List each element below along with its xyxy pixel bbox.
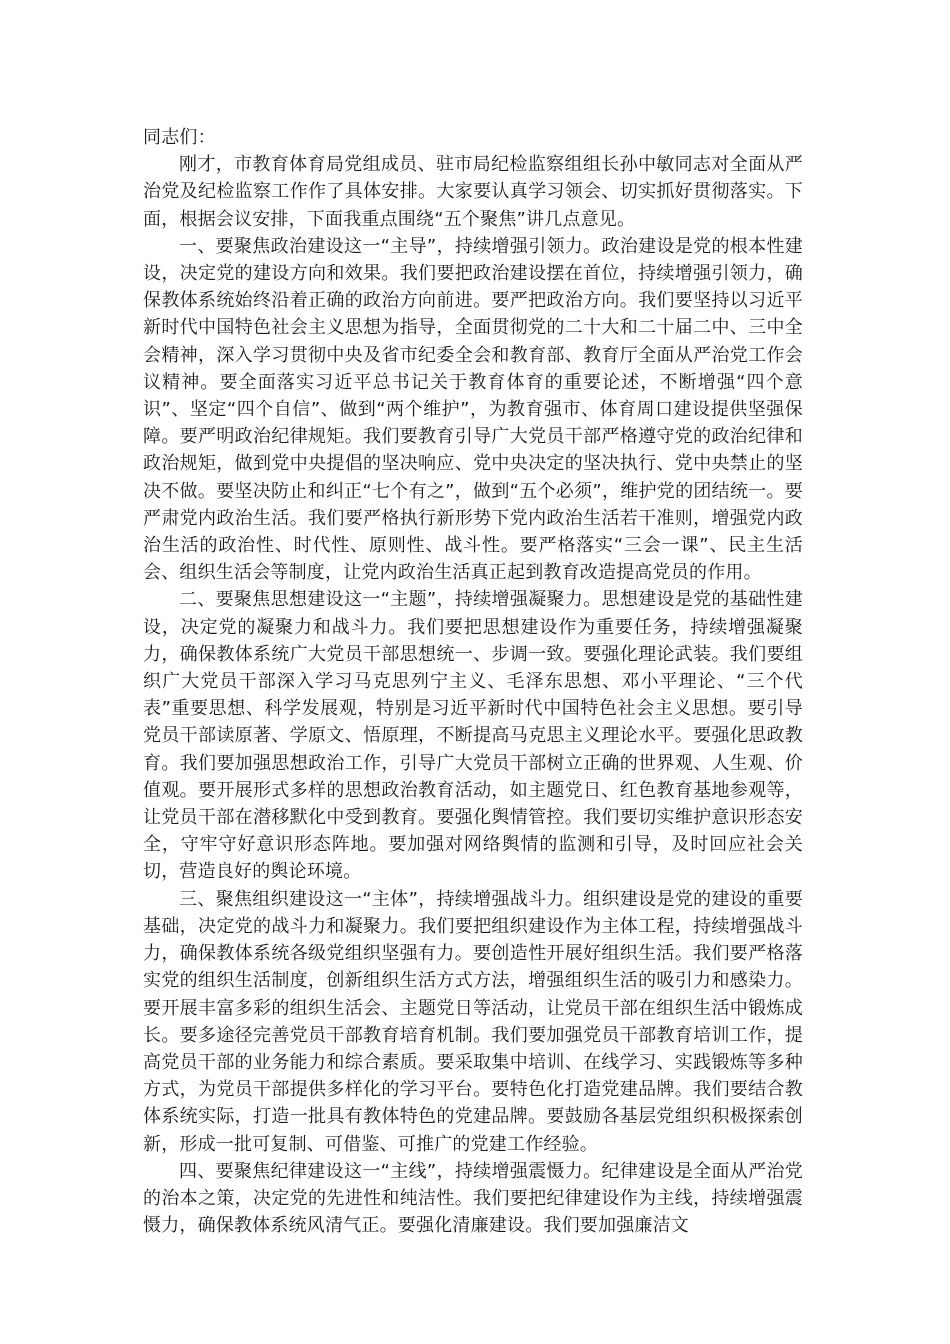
paragraph-ideological-building: 二、要聚焦思想建设这一“主题”，持续增强凝聚力。思想建设是党的基础性建设，决定党的凝聚力和战斗力。我们要把思想建设作为重要任务，持续增强凝聚力，确保教体系统广大党员干部思想统一、步调一致。要强化理论武装。我们要组织广大党员干部深入学习马克思列宁主义、毛泽东思想、邓小平理论、“三个代表”重要思想、科学发展观，特别是习近平新时代中国特色社会主义思想。要引导党员干部读原著、学原文、悟原理，不断提高马克思主义理论水平。要强化思政教育。我们要加强思想政治工作，引导广大党员干部树立正确的世界观、人生观、价值观。要开展形式多样的思想政治教育活动，如主题党日、红色教育基地参观等，让党员干部在潜移默化中受到教育。要强化舆情管控。我们要切实维护意识形态安全，守牢守好意识形态阵地。要加强对网络舆情的监测和引导，及时回应社会关切，营造良好的舆论环境。: [143, 589, 803, 883]
paragraph-intro: 刚才，市教育体育局党组成员、驻市局纪检监察组组长孙中敏同志对全面从严治党及纪检监察工作作了具体安排。大家要认真学习领会、切实抓好贯彻落实。下面，根据会议安排，下面我重点围绕“五个聚焦”讲几点意见。: [143, 154, 803, 230]
salutation: 同志们：: [143, 127, 216, 148]
document-body: [143, 124, 803, 1239]
paragraph-organizational-building: 三、聚焦组织建设这一“主体”，持续增强战斗力。组织建设是党的建设的重要基础，决定党的战斗力和凝聚力。我们要把组织建设作为主体工程，持续增强战斗力，确保教体系统各级党组织坚强有力。要创造性开展好组织生活。我们要严格落实党的组织生活制度，创新组织生活方式方法，增强组织生活的吸引力和感染力。要开展丰富多彩的组织生活会、主题党日等活动，让党员干部在组织生活中锻炼成长。要多途径完善党员干部教育培育机制。我们要加强党员干部教育培训工作，提高党员干部的业务能力和综合素质。要采取集中培训、在线学习、实践锻炼等多种方式，为党员干部提供多样化的学习平台。要特色化打造党建品牌。我们要结合教体系统实际，打造一批具有教体特色的党建品牌。要鼓励各基层党组织积极探索创新，形成一批可复制、可借鉴、可推广的党建工作经验。: [143, 888, 803, 1155]
paragraph-discipline-building: 四、要聚焦纪律建设这一“主线”，持续增强震慑力。纪律建设是全面从严治党的治本之策，决定党的先进性和纯洁性。我们要把纪律建设作为主线，持续增强震慑力，确保教体系统风清气正。要强化清廉建设。我们要加强廉洁文: [143, 1160, 803, 1237]
paragraph-political-building: 一、要聚焦政治建设这一“主导”，持续增强引领力。政治建设是党的根本性建设，决定党的建设方向和效果。我们要把政治建设摆在首位，持续增强引领力，确保教体系统始终沿着正确的政治方向前进。要严把政治方向。我们要坚持以习近平新时代中国特色社会主义思想为指导，全面贯彻党的二十大和二十届二中、三中全会精神，深入学习贯彻中央及省市纪委全会和教育部、教育厅全面从严治党工作会议精神。要全面落实习近平总书记关于教育体育的重要论述，不断增强“四个意识”、坚定“四个自信”、做到“两个维护”，为教育强市、体育周口建设提供坚强保障。要严明政治纪律规矩。我们要教育引导广大党员干部严格遵守党的政治纪律和政治规矩，做到党中央提倡的坚决响应、党中央决定的坚决执行、党中央禁止的坚决不做。要坚决防止和纠正“七个有之”，做到“五个必须”，维护党的团结统一。要严肃党内政治生活。我们要严格执行新形势下党内政治生活若干准则，增强党内政治生活的政治性、时代性、原则性、战斗性。要严格落实“三会一课”、民主生活会、组织生活会等制度，让党内政治生活真正起到教育改造提高党员的作用。: [143, 235, 803, 584]
